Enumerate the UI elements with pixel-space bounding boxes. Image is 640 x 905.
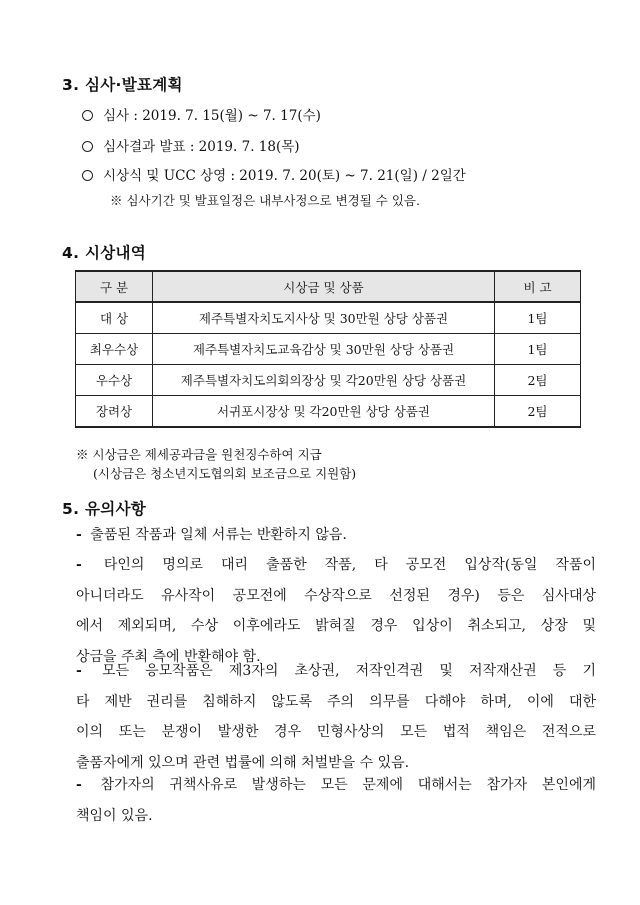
table-row: [76, 334, 581, 365]
circle-bullet-icon: [82, 170, 93, 181]
dash-marker: -: [76, 557, 82, 573]
cell-note: 2팀: [495, 396, 581, 428]
dash-marker: -: [76, 663, 82, 679]
notice-text: 상금을 주최 측에 반환해야 함.: [76, 648, 261, 665]
cell-grade: 대 상: [76, 302, 153, 334]
cell-prize: 제주특별자치도교육감상 및 30만원 상당 상품권: [153, 334, 495, 365]
schedule-item-text: 시상식 및 UCC 상영 : 2019. 7. 20(토) ~ 7. 21(일) / 2일간: [103, 168, 466, 184]
table-header-row: [76, 271, 581, 302]
notice-text: 참가자의 귀책사유로 발생하는 모든 문제에 대해서는 참가자 본인에게: [100, 777, 596, 793]
header-grade: 구 분: [76, 271, 153, 302]
dash-marker: -: [76, 777, 82, 793]
schedule-item-ceremony: [82, 164, 466, 184]
cell-grade: 우수상: [76, 365, 153, 396]
notice-text: 에서 제외되며, 수상 이후에라도 밝혀질 경우 입상이 취소되고, 상장 및: [76, 618, 596, 634]
header-prize: 시상금 및 상품: [153, 271, 495, 302]
schedule-note: ※ 심사기간 및 발표일정은 내부사정으로 변경될 수 있음.: [110, 193, 420, 208]
cell-note: 1팀: [495, 334, 581, 365]
schedule-item-text: 심사 : 2019. 7. 15(월) ~ 7. 17(수): [103, 108, 321, 124]
notice-text: 모든 응모작품은 제3자의 초상권, 저작인격권 및 저작재산권 등 기: [101, 663, 596, 679]
notice-text: 출품자에게 있으며 관련 법률에 의해 처벌받을 수 있음.: [76, 754, 410, 771]
table-row: [76, 302, 581, 334]
header-note: 비 고: [495, 271, 581, 302]
circle-bullet-icon: [82, 141, 93, 152]
notice-text: 타 제반 권리를 침해하지 않도록 주의 의무를 다해야 하며, 이에 대한: [76, 693, 596, 710]
notice-text: 이의 또는 분쟁이 발생한 경우 민형사상의 모든 법적 책임은 전적으로: [76, 724, 596, 740]
circle-bullet-icon: [82, 110, 93, 121]
section5-title: 5. 유의사항: [62, 500, 147, 518]
cell-grade: 최우수상: [76, 334, 153, 365]
notice-paragraph-3: [76, 656, 596, 778]
notice-paragraph-1: [76, 520, 596, 551]
cell-grade: 장려상: [76, 396, 153, 428]
prize-note-1: ※ 시상금은 제세공과금을 원천징수하여 지급: [76, 447, 322, 462]
notice-text: 타인의 명의로 대리 출품한 작품, 타 공모전 입상작(동일 작품이: [103, 557, 596, 573]
cell-prize: 제주특별자치도의회의장상 및 각20만원 상당 상품권: [153, 365, 495, 396]
schedule-item-announcement: [82, 135, 300, 155]
table-row: [76, 365, 581, 396]
cell-prize: 제주특별자치도지사상 및 30만원 상당 상품권: [153, 302, 495, 334]
cell-prize: 서귀포시장상 및 각20만원 상당 상품권: [153, 396, 495, 428]
schedule-item-text: 심사결과 발표 : 2019. 7. 18(목): [103, 139, 300, 155]
awards-table: [75, 270, 581, 428]
table-row: [76, 396, 581, 428]
schedule-item-review: [82, 104, 321, 124]
notice-paragraph-2: [76, 550, 596, 672]
section4-title: 4. 시상내역: [62, 244, 147, 262]
notice-paragraph-4: [76, 770, 596, 831]
cell-note: 1팀: [495, 302, 581, 334]
notice-text: 출품된 작품과 일체 서류는 반환하지 않음.: [90, 527, 347, 543]
section3-title: 3. 심사·발표계획: [62, 76, 183, 94]
dash-marker: -: [76, 527, 82, 543]
notice-text: 책임이 있음.: [76, 807, 153, 824]
cell-note: 2팀: [495, 365, 581, 396]
prize-note-2: (시상금은 청소년지도협의회 보조금으로 지원함): [93, 466, 357, 481]
notice-text: 아니더라도 유사작이 공모전에 수상작으로 선정된 경우) 등은 심사대상: [76, 587, 596, 604]
